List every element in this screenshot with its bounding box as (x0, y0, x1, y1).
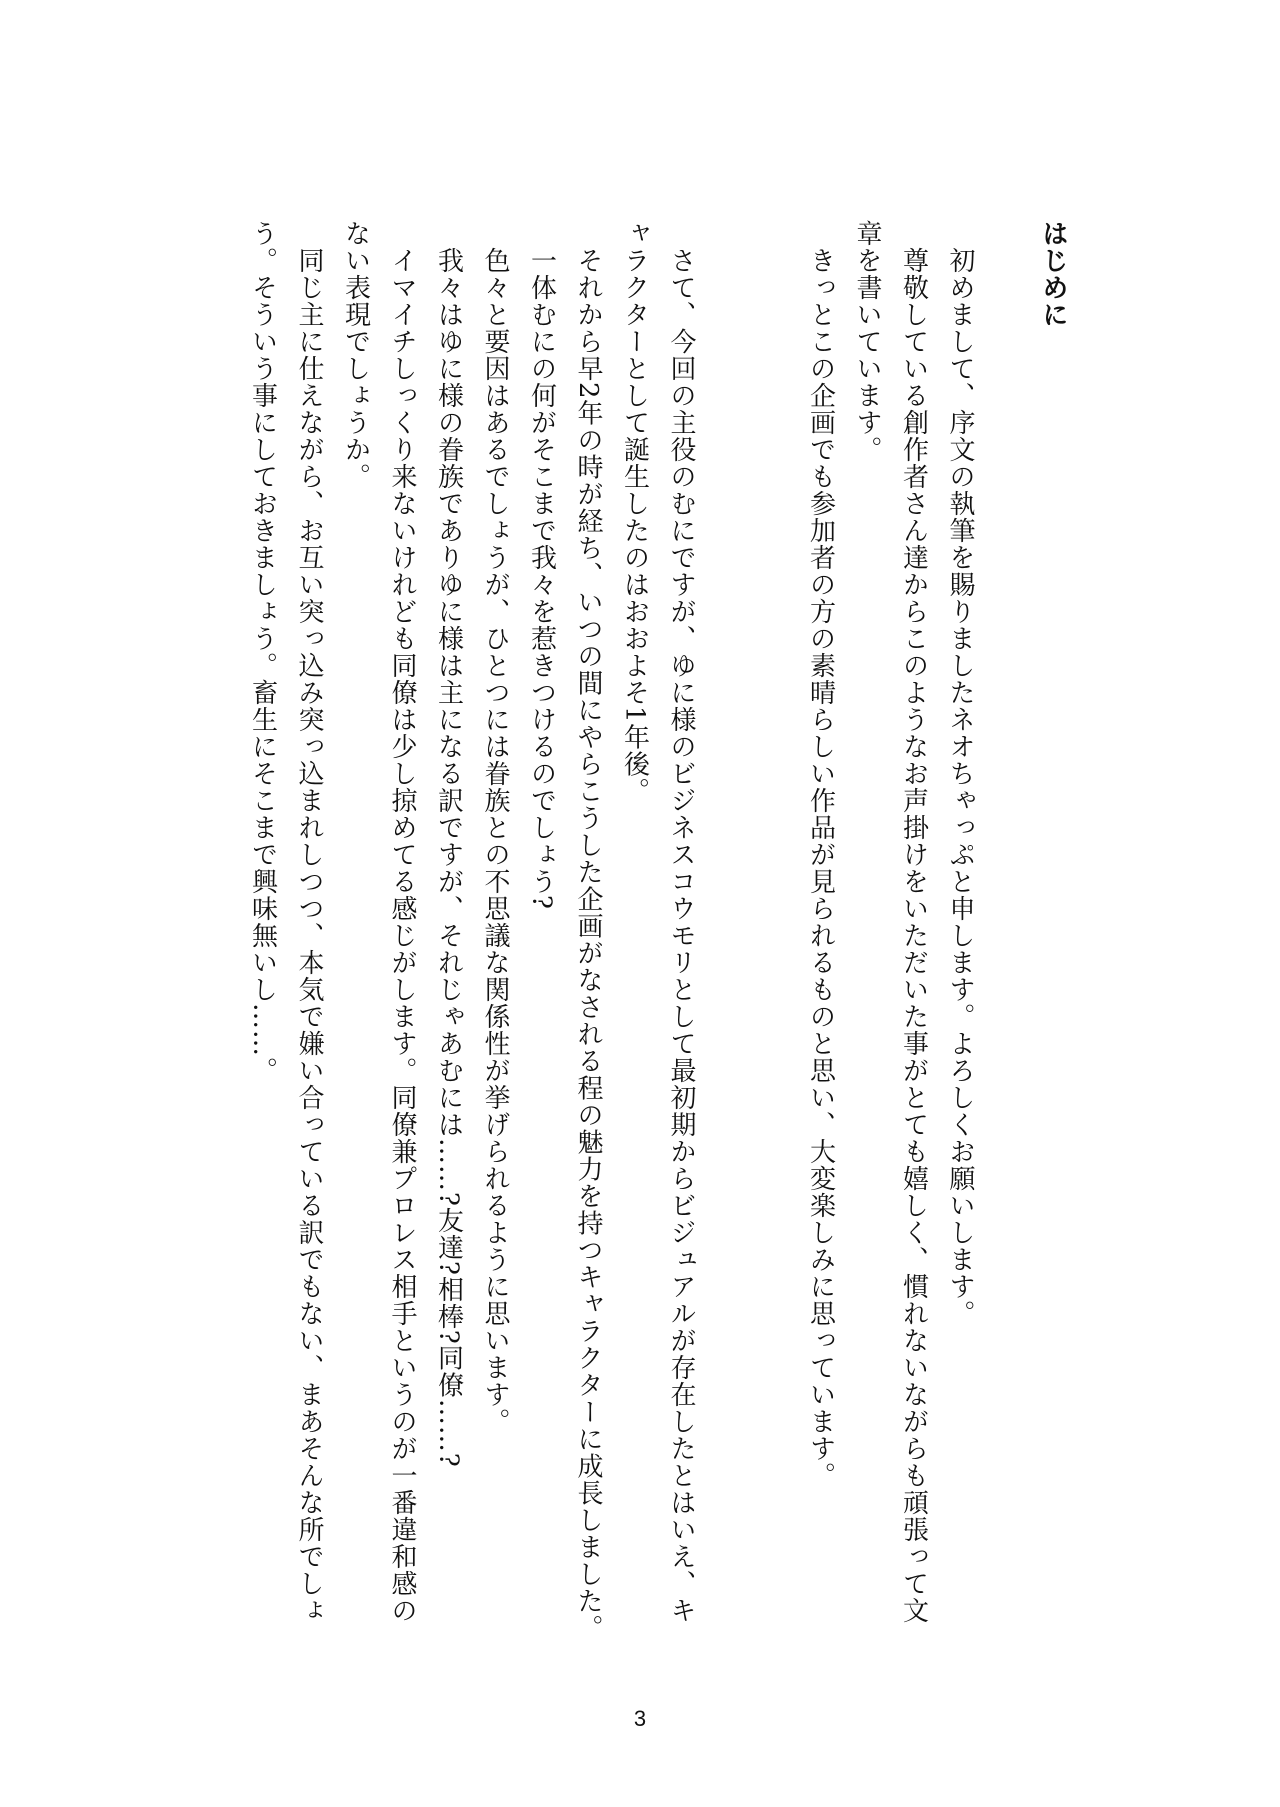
text-line: 一体むにの何がそこまで我々を惹きつけるのでしょう? (526, 247, 557, 910)
text-line: きっとこの企画でも参加者の方の素晴らしい作品が見られるものと思い、大変楽しみに思っています。 (805, 247, 836, 1489)
blank-line (983, 220, 1030, 1630)
text-line: 初めまして、序文の執筆を賜りましたネオちゃっぷと申します。よろしくお願いします。 (945, 247, 975, 1327)
page-title: はじめに (1038, 220, 1068, 328)
text-line: 我々はゆに様の眷族でありゆに様は主になる訳ですが、それじゃあむには……?友達?相棒?同僚……? (433, 247, 464, 1468)
text-line: 同じ主に仕えながら、お互い突っ込み突っ込まれしつつ、本気で嫌い合っている訳でもない、まあそんな所でしょ (294, 247, 324, 1624)
blank-line (704, 220, 751, 1630)
text-line: ない表現でしょうか。 (340, 220, 371, 490)
blank-line (751, 220, 798, 1630)
text-line: ャラクターとして誕生したのはおおよそ1年後。 (619, 220, 650, 805)
page-number: 3 (633, 1706, 647, 1731)
text-line: それから早2年の時が経ち、いつの間にやらこうした企画がなされる程の魅力を持つキャラクターに成長しました。 (573, 247, 603, 1642)
text-line: 章を書いています。 (852, 220, 882, 463)
text-line: 尊敬している創作者さん達からこのようなお声掛けをいただいた事がとても嬉しく、慣れないながらも頑張って文 (898, 247, 929, 1624)
text-line: 色々と要因はあるでしょうが、ひとつには眷族との不思議な関係性が挙げられるように思います。 (480, 247, 510, 1435)
text-line: イマイチしっくり来ないけれども同僚は少し掠めてる感じがします。同僚兼プロレス相手というのが一番違和感の (387, 247, 417, 1624)
vertical-text-body (239, 220, 1076, 1642)
text-line: う。そういう事にしておきましょう。畜生にそこまで興味無いし……。 (247, 220, 278, 1084)
text-line: さて、今回の主役のむにですが、ゆに様のビジネスコウモリとして最初期からビジュアルが存在したとはいえ、キ (666, 247, 696, 1624)
